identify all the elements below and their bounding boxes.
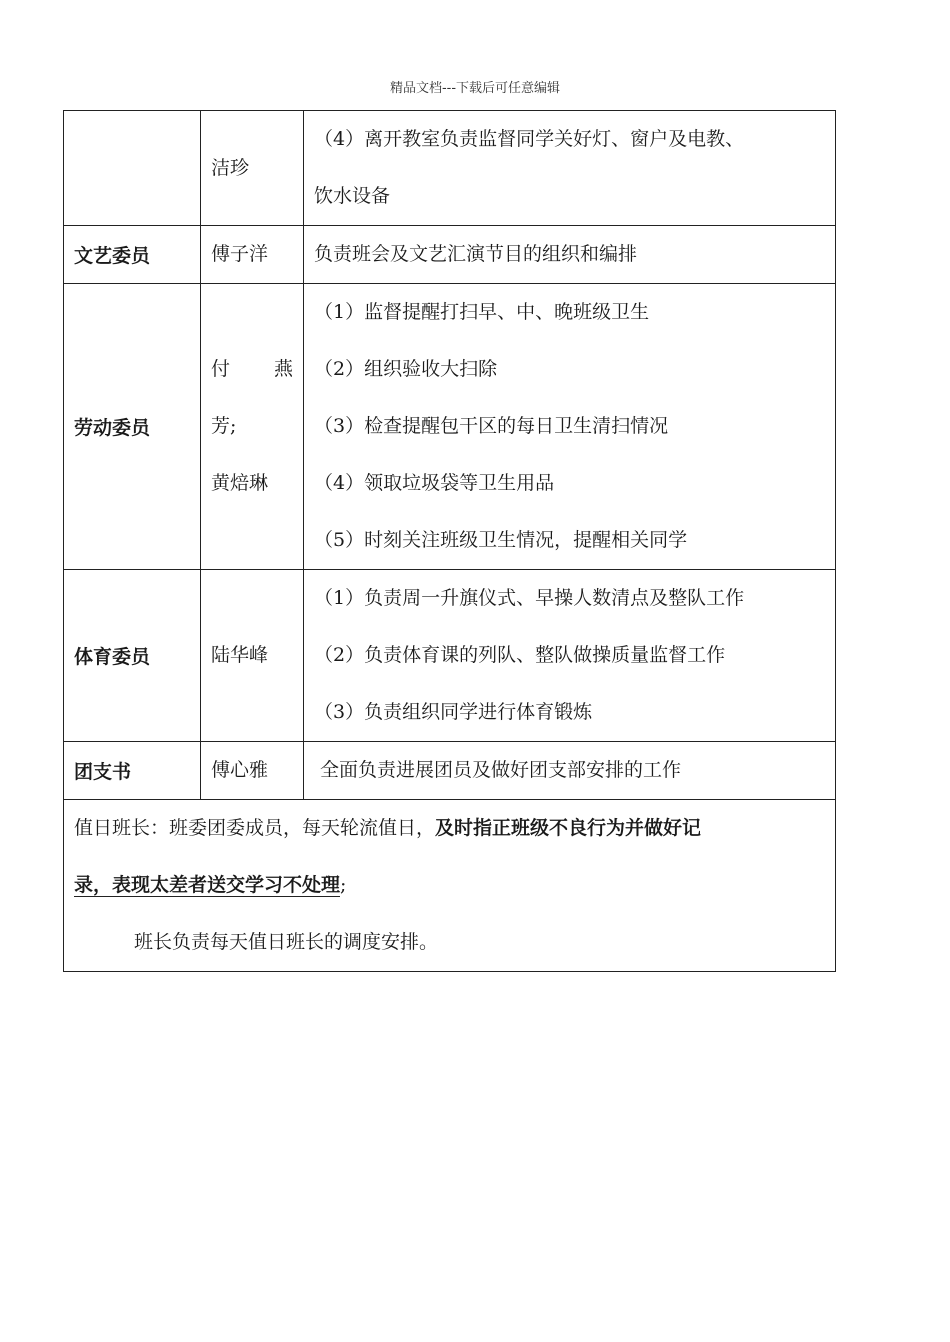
note-text: ; [340,874,347,896]
duties-cell [304,742,836,800]
table-row [64,800,836,972]
duties-cell [304,226,836,284]
note-text: 值日班长：班委团委成员，每天轮流值日， [74,817,436,839]
duty-line: （4）领取垃圾袋等卫生用品 [314,472,555,494]
name-char: 付 [211,358,231,380]
member-name: 洁珍 [211,156,250,179]
duty-line: （4）离开教室负责监督同学关好灯、窗户及电教、 [314,128,745,150]
duty-line: （2）负责体育课的列队、整队做操质量监督工作 [314,644,726,666]
duty-line: 负责班会及文艺汇演节目的组织和编排 [314,243,638,265]
duty-table [63,110,836,972]
table-row [64,570,836,742]
note-line [74,800,825,857]
duty-line: （3）负责组织同学进行体育锻炼 [314,701,593,723]
role-cell: 团支书 [64,742,201,800]
names-cell [201,284,304,570]
note-cell [64,800,836,972]
duties-cell [304,284,836,570]
duties-cell [304,570,836,742]
duty-line: （1）监督提醒打扫早、中、晚班级卫生 [314,301,650,323]
duties-cell [304,111,836,226]
table-row [64,111,836,226]
names-cell [201,226,304,284]
note-emphasis: 及时指正班级不良行为并做好记 [435,817,702,839]
duty-line: 全面负责进展团员及做好团支部安排的工作 [320,759,682,781]
note-line: 班长负责每天值日班长的调度安排。 [134,931,439,953]
member-name: 傅子洋 [211,243,269,265]
role-cell [64,111,201,226]
duty-line: 饮水设备 [314,185,391,207]
member-name: 傅心雅 [211,759,269,781]
names-cell [201,570,304,742]
names-cell [201,742,304,800]
role-cell: 劳动委员 [64,284,201,570]
names-cell [201,111,304,226]
duty-line: （1）负责周一升旗仪式、早操人数清点及整队工作 [314,587,745,609]
table-row [64,284,836,570]
member-name [211,341,293,398]
duty-line: （5）时刻关注班级卫生情况，提醒相关同学 [314,529,688,551]
member-name: 黄焙琳 [211,472,269,494]
note-emphasis: 录，表现太差者送交学习不处理 [74,874,341,896]
table-row [64,742,836,800]
name-char: 燕 [273,358,293,380]
role-cell: 体育委员 [64,570,201,742]
page-header: 精品文档---下载后可任意编辑 [389,81,561,96]
duty-line: （3）检查提醒包干区的每日卫生清扫情况 [314,415,669,437]
role-cell: 文艺委员 [64,226,201,284]
table-row [64,226,836,284]
member-name: 芳; [211,415,237,437]
member-name: 陆华峰 [211,644,269,666]
duty-line: （2）组织验收大扫除 [314,358,498,380]
note-line [74,857,825,914]
